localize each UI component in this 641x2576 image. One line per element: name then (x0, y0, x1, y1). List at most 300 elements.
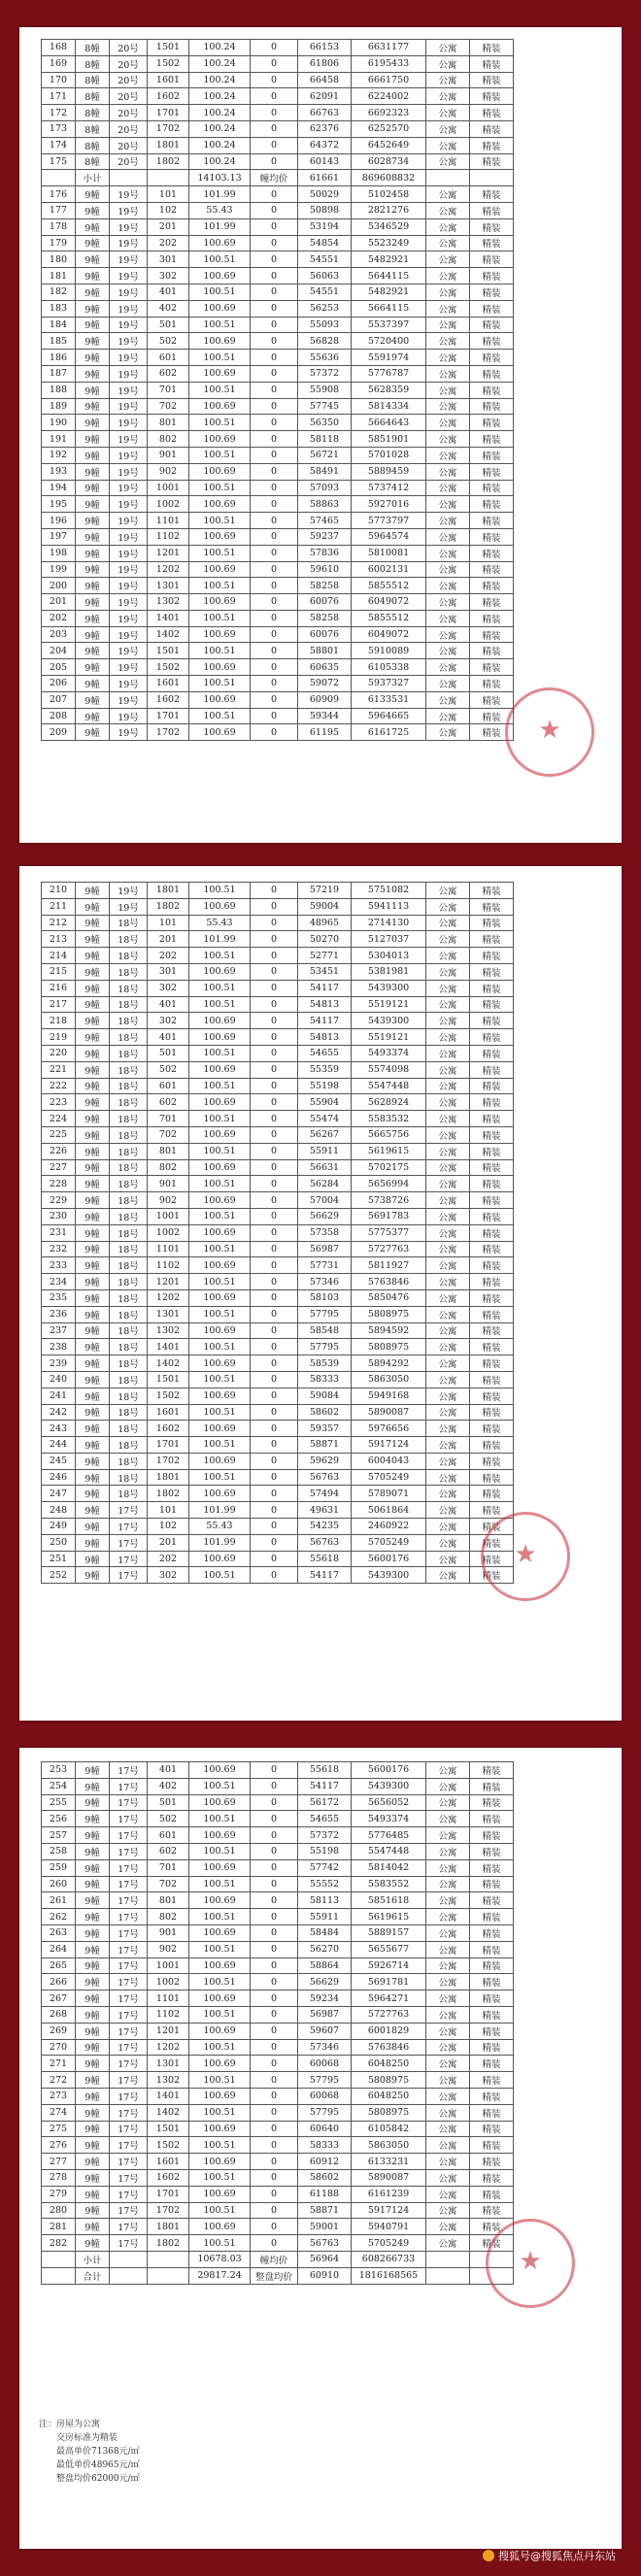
table-cell: 精装 (470, 1176, 514, 1192)
table-cell: 8幢 (76, 40, 110, 56)
table-cell: 0 (251, 2121, 298, 2137)
table-cell: 9幢 (76, 317, 110, 333)
table-cell: 100.51 (189, 1306, 251, 1322)
table-cell: 9幢 (76, 1289, 110, 1306)
table-cell: 58484 (298, 1924, 352, 1941)
table-cell: 9幢 (76, 996, 110, 1013)
table-cell: 精装 (470, 1404, 514, 1421)
table-cell: 0 (251, 1192, 298, 1209)
table-cell: 180 (42, 251, 76, 268)
table-cell: 公寓 (426, 202, 470, 218)
table-cell: 54813 (298, 1029, 352, 1046)
table-cell (42, 170, 76, 186)
table-cell: 公寓 (426, 137, 470, 153)
table-cell: 精装 (470, 55, 514, 72)
table-cell: 5751082 (352, 883, 426, 899)
table-cell: 59004 (298, 898, 352, 915)
table-cell: 100.51 (189, 578, 251, 594)
table-cell: 1602 (148, 88, 189, 105)
table-cell: 公寓 (426, 1371, 470, 1388)
table-cell: 18号 (110, 931, 148, 948)
table-cell: 100.51 (189, 317, 251, 333)
table-cell: 60068 (298, 2088, 352, 2104)
table-row (42, 153, 514, 170)
table-cell: 9幢 (76, 1453, 110, 1469)
table-cell: 公寓 (426, 626, 470, 643)
table-cell: 100.69 (189, 561, 251, 578)
table-cell: 60143 (298, 153, 352, 170)
table-cell: 6049072 (352, 594, 426, 611)
note-line: 最低单价48965元/㎡ (56, 2460, 140, 2470)
table-cell: 802 (148, 1909, 189, 1925)
table-cell: 6048250 (352, 2088, 426, 2104)
table-cell: 9幢 (76, 1892, 110, 1909)
table-cell: 282 (42, 2235, 76, 2252)
table-cell: 100.69 (189, 496, 251, 513)
table-cell: 100.69 (189, 1551, 251, 1567)
table-cell: 5656994 (352, 1176, 426, 1192)
table-cell: 100.51 (189, 2202, 251, 2219)
table-cell: 100.51 (189, 948, 251, 964)
table-cell: 238 (42, 1339, 76, 1355)
table-cell: 608266733 (352, 2251, 426, 2267)
table-cell: 402 (148, 300, 189, 317)
table-cell: 9幢 (76, 2056, 110, 2072)
table-cell: 9幢 (76, 528, 110, 545)
table-cell: 5583532 (352, 1111, 426, 1127)
table-cell: 100.69 (189, 463, 251, 480)
table-cell: 18号 (110, 1061, 148, 1078)
table-cell: 9幢 (76, 1176, 110, 1192)
table-cell: 17号 (110, 2039, 148, 2056)
table-cell: 精装 (470, 513, 514, 529)
table-cell: 57372 (298, 365, 352, 382)
table-cell: 0 (251, 88, 298, 105)
table-cell: 56267 (298, 1126, 352, 1143)
table-cell: 17号 (110, 1843, 148, 1859)
table-cell: 18号 (110, 980, 148, 996)
table-cell: 62091 (298, 88, 352, 105)
table-cell: 1301 (148, 1306, 189, 1322)
table-cell: 精装 (470, 980, 514, 996)
table-cell: 29817.24 (189, 2267, 251, 2284)
table-cell: 100.69 (189, 626, 251, 643)
table-cell: 0 (251, 676, 298, 692)
table-cell: 5705249 (352, 1534, 426, 1551)
table-cell: 902 (148, 463, 189, 480)
table-cell: 701 (148, 1859, 189, 1876)
table-cell: 9幢 (76, 1794, 110, 1811)
table-cell: 901 (148, 447, 189, 463)
table-cell: 精装 (470, 1567, 514, 1584)
table-cell: 精装 (470, 1257, 514, 1274)
table-cell: 602 (148, 365, 189, 382)
table-cell: 100.69 (189, 724, 251, 741)
table-cell: 公寓 (426, 1306, 470, 1322)
table-cell: 100.69 (189, 2088, 251, 2104)
table-cell: 19号 (110, 496, 148, 513)
table-cell: 0 (251, 1224, 298, 1241)
table-cell: 公寓 (426, 1045, 470, 1061)
table-row (42, 1486, 514, 1502)
table-cell: 精装 (470, 186, 514, 203)
table-cell: 0 (251, 186, 298, 203)
table-cell: 公寓 (426, 1404, 470, 1421)
table-cell: 9幢 (76, 1159, 110, 1176)
table-cell: 170 (42, 72, 76, 88)
table-cell: 19号 (110, 202, 148, 218)
table-cell: 精装 (470, 1061, 514, 1078)
table-cell: 9幢 (76, 463, 110, 480)
table-cell: 5863050 (352, 2137, 426, 2154)
table-cell: 1402 (148, 2104, 189, 2121)
table-cell: 18号 (110, 1078, 148, 1094)
table-cell: 0 (251, 708, 298, 724)
table-cell: 18号 (110, 948, 148, 964)
table-cell: 公寓 (426, 2023, 470, 2039)
table-cell: 100.51 (189, 2137, 251, 2154)
table-cell: 5664643 (352, 415, 426, 431)
table-cell: 0 (251, 1029, 298, 1046)
table-cell: 54551 (298, 251, 352, 268)
footer-text: 搜狐号@搜狐焦点丹东站 (498, 2550, 616, 2562)
table-cell: 229 (42, 1192, 76, 1209)
table-row (42, 883, 514, 899)
table-row (42, 2251, 514, 2267)
table-cell: 9幢 (76, 1192, 110, 1209)
table-cell: 9幢 (76, 2219, 110, 2235)
table-cell: 201 (42, 594, 76, 611)
table-cell: 19号 (110, 235, 148, 251)
table-cell: 100.51 (189, 676, 251, 692)
table-row (42, 1909, 514, 1925)
table-cell: 1402 (148, 1355, 189, 1372)
table-cell: 100.51 (189, 1274, 251, 1290)
table-cell: 57731 (298, 1257, 352, 1274)
table-cell: 0 (251, 1534, 298, 1551)
table-cell: 54655 (298, 1811, 352, 1827)
table-cell: 19号 (110, 883, 148, 899)
table-cell: 0 (251, 1013, 298, 1029)
table-cell: 精装 (470, 1486, 514, 1502)
table-cell: 1701 (148, 1437, 189, 1454)
table-cell: 0 (251, 1957, 298, 1974)
table-cell: 224 (42, 1111, 76, 1127)
table-cell: 250 (42, 1534, 76, 1551)
table-cell: 228 (42, 1176, 76, 1192)
table-cell: 公寓 (426, 2088, 470, 2104)
table-cell: 188 (42, 382, 76, 398)
table-cell: 18号 (110, 1289, 148, 1306)
table-cell: 精装 (470, 137, 514, 153)
table-cell (110, 2251, 148, 2267)
table-row (42, 1811, 514, 1827)
table-cell: 0 (251, 202, 298, 218)
table-cell: 1702 (148, 2202, 189, 2219)
table-cell: 0 (251, 1469, 298, 1486)
table-cell: 100.51 (189, 513, 251, 529)
table-cell: 0 (251, 333, 298, 350)
table-cell: 221 (42, 1061, 76, 1078)
table-cell: 58871 (298, 2202, 352, 2219)
table-cell: 9幢 (76, 2104, 110, 2121)
table-cell: 19号 (110, 284, 148, 300)
table-cell: 239 (42, 1355, 76, 1372)
table-row (42, 2056, 514, 2072)
table-cell: 9幢 (76, 1143, 110, 1159)
table-cell: 1502 (148, 659, 189, 676)
table-cell: 5941113 (352, 898, 426, 915)
table-cell: 17号 (110, 2023, 148, 2039)
table-cell: 204 (42, 643, 76, 659)
table-cell: 幢均价 (251, 170, 298, 186)
table-cell: 公寓 (426, 218, 470, 235)
table-cell: 公寓 (426, 1126, 470, 1143)
table-cell: 702 (148, 398, 189, 415)
table-cell: 54117 (298, 1567, 352, 1584)
table-cell: 601 (148, 1078, 189, 1094)
table-cell: 100.69 (189, 1126, 251, 1143)
table-cell: 100.51 (189, 1567, 251, 1584)
table-cell: 257 (42, 1827, 76, 1844)
table-cell: 19号 (110, 676, 148, 692)
table-cell: 9幢 (76, 1371, 110, 1388)
table-cell: 66458 (298, 72, 352, 88)
table-row (42, 317, 514, 333)
table-row (42, 2267, 514, 2284)
table-cell: 精装 (470, 1241, 514, 1257)
table-cell: 5519121 (352, 1029, 426, 1046)
table-row (42, 2039, 514, 2056)
official-seal: ★ (505, 687, 594, 777)
table-row (42, 1257, 514, 1274)
table-cell: 101 (148, 1502, 189, 1519)
table-cell: 100.69 (189, 1486, 251, 1502)
table-cell: 17号 (110, 2072, 148, 2089)
table-cell: 公寓 (426, 1843, 470, 1859)
table-cell: 0 (251, 1111, 298, 1127)
table-cell: 100.69 (189, 1322, 251, 1339)
table-cell: 5889157 (352, 1924, 426, 1941)
table-cell: 9幢 (76, 382, 110, 398)
table-cell: 57465 (298, 513, 352, 529)
table-cell: 100.69 (189, 691, 251, 708)
table-cell: 201 (148, 218, 189, 235)
table-cell: 58333 (298, 2137, 352, 2154)
table-cell: 101 (148, 915, 189, 931)
table-cell: 0 (251, 40, 298, 56)
table-cell: 100.51 (189, 382, 251, 398)
table-cell: 1101 (148, 513, 189, 529)
table-cell: 225 (42, 1126, 76, 1143)
table-cell: 精装 (470, 415, 514, 431)
table-cell: 精装 (470, 708, 514, 724)
table-cell: 602 (148, 1094, 189, 1111)
table-cell: 5547448 (352, 1078, 426, 1094)
table-cell: 精装 (470, 1859, 514, 1876)
table-cell: 0 (251, 931, 298, 948)
table-cell: 301 (148, 963, 189, 980)
table-cell: 2460922 (352, 1519, 426, 1535)
table-cell: 17号 (110, 1957, 148, 1974)
table-cell: 256 (42, 1811, 76, 1827)
table-cell: 60635 (298, 659, 352, 676)
table-cell: 公寓 (426, 496, 470, 513)
table-cell: 精装 (470, 218, 514, 235)
table-cell: 0 (251, 120, 298, 137)
table-cell: 100.69 (189, 1827, 251, 1844)
table-cell (110, 2267, 148, 2284)
table-cell: 0 (251, 1289, 298, 1306)
table-cell: 精装 (470, 88, 514, 105)
table-cell: 1001 (148, 1208, 189, 1224)
table-cell: 精装 (470, 2202, 514, 2219)
table-cell: 5917124 (352, 2202, 426, 2219)
table-cell: 5600176 (352, 1551, 426, 1567)
table-cell: 59607 (298, 2023, 352, 2039)
table-cell: 5591974 (352, 350, 426, 366)
table-row (42, 2186, 514, 2202)
table-cell: 57494 (298, 1486, 352, 1502)
table-cell: 17号 (110, 1924, 148, 1941)
table-cell: 19号 (110, 528, 148, 545)
table-cell: 0 (251, 1991, 298, 2007)
table-cell: 0 (251, 1827, 298, 1844)
table-cell: 0 (251, 996, 298, 1013)
table-cell: 58118 (298, 431, 352, 448)
table-cell: 264 (42, 1941, 76, 1957)
table-cell: 249 (42, 1519, 76, 1535)
table-cell: 精装 (470, 691, 514, 708)
table-cell: 0 (251, 545, 298, 561)
table-cell: 56629 (298, 1208, 352, 1224)
table-cell: 17号 (110, 1534, 148, 1551)
table-cell: 255 (42, 1794, 76, 1811)
price-table-page-3 (41, 1761, 514, 2285)
table-cell: 55618 (298, 1551, 352, 1567)
table-cell: 0 (251, 594, 298, 611)
table-cell: 207 (42, 691, 76, 708)
table-cell: 公寓 (426, 1778, 470, 1794)
table-cell: 0 (251, 2186, 298, 2202)
table-row (42, 676, 514, 692)
table-cell: 9幢 (76, 1388, 110, 1404)
table-cell: 0 (251, 610, 298, 626)
table-cell: 1601 (148, 2154, 189, 2170)
table-cell: 9幢 (76, 300, 110, 317)
table-cell: 100.69 (189, 300, 251, 317)
table-cell: 5537397 (352, 317, 426, 333)
table-cell: 5775377 (352, 1224, 426, 1241)
table-cell: 19号 (110, 480, 148, 496)
table-cell: 19号 (110, 186, 148, 203)
table-cell: 精装 (470, 2137, 514, 2154)
table-cell: 17号 (110, 1762, 148, 1779)
table-cell: 精装 (470, 1224, 514, 1241)
notes (39, 2418, 140, 2486)
table-cell: 100.69 (189, 1388, 251, 1404)
table-cell: 1702 (148, 724, 189, 741)
table-cell: 5583552 (352, 1876, 426, 1892)
table-cell: 198 (42, 545, 76, 561)
table-cell: 19号 (110, 610, 148, 626)
table-cell: 0 (251, 137, 298, 153)
table-cell: 公寓 (426, 88, 470, 105)
table-cell: 公寓 (426, 1094, 470, 1111)
table-cell: 100.69 (189, 2186, 251, 2202)
table-cell: 0 (251, 578, 298, 594)
table-cell: 1501 (148, 1371, 189, 1388)
table-cell: 公寓 (426, 996, 470, 1013)
table-cell: 公寓 (426, 708, 470, 724)
table-row (42, 186, 514, 203)
table-cell: 19号 (110, 447, 148, 463)
table-cell: 公寓 (426, 447, 470, 463)
table-cell: 58539 (298, 1355, 352, 1372)
table-cell: 0 (251, 55, 298, 72)
table-cell: 5937327 (352, 676, 426, 692)
table-cell: 公寓 (426, 1876, 470, 1892)
table-cell: 215 (42, 963, 76, 980)
table-cell: 702 (148, 1126, 189, 1143)
table-cell: 66153 (298, 40, 352, 56)
table-cell: 54117 (298, 1013, 352, 1029)
table-row (42, 415, 514, 431)
table-cell: 56284 (298, 1176, 352, 1192)
table-cell: 0 (251, 480, 298, 496)
table-cell: 1602 (148, 1421, 189, 1437)
table-cell: 220 (42, 1045, 76, 1061)
table-cell: 56763 (298, 1469, 352, 1486)
table-row (42, 1551, 514, 1567)
table-cell: 100.51 (189, 1208, 251, 1224)
table-cell: 0 (251, 2072, 298, 2089)
table-cell: 19号 (110, 365, 148, 382)
table-cell: 精装 (470, 915, 514, 931)
table-row (42, 931, 514, 948)
table-cell: 202 (42, 610, 76, 626)
table-cell: 100.69 (189, 1957, 251, 1974)
table-cell: 100.51 (189, 1843, 251, 1859)
table-cell: 5863050 (352, 1371, 426, 1388)
table-cell: 18号 (110, 1388, 148, 1404)
table-cell: 100.24 (189, 55, 251, 72)
table-cell: 精装 (470, 1371, 514, 1388)
table-cell: 公寓 (426, 643, 470, 659)
table-cell: 公寓 (426, 120, 470, 137)
table-cell: 公寓 (426, 2137, 470, 2154)
table-cell: 179 (42, 235, 76, 251)
table-cell: 56763 (298, 1534, 352, 1551)
table-cell: 0 (251, 643, 298, 659)
table-cell (148, 2267, 189, 2284)
table-row (42, 1876, 514, 1892)
table-cell: 公寓 (426, 1567, 470, 1584)
table-cell: 100.69 (189, 2154, 251, 2170)
table-cell: 5701028 (352, 447, 426, 463)
table-cell: 5776485 (352, 1827, 426, 1844)
table-cell: 100.51 (189, 251, 251, 268)
table-cell: 201 (148, 1534, 189, 1551)
table-cell: 100.51 (189, 1437, 251, 1454)
table-cell: 1201 (148, 545, 189, 561)
table-cell: 公寓 (426, 2039, 470, 2056)
table-cell: 精装 (470, 350, 514, 366)
table-cell: 17号 (110, 2154, 148, 2170)
table-row (42, 691, 514, 708)
table-cell: 211 (42, 898, 76, 915)
table-cell: 53194 (298, 218, 352, 235)
